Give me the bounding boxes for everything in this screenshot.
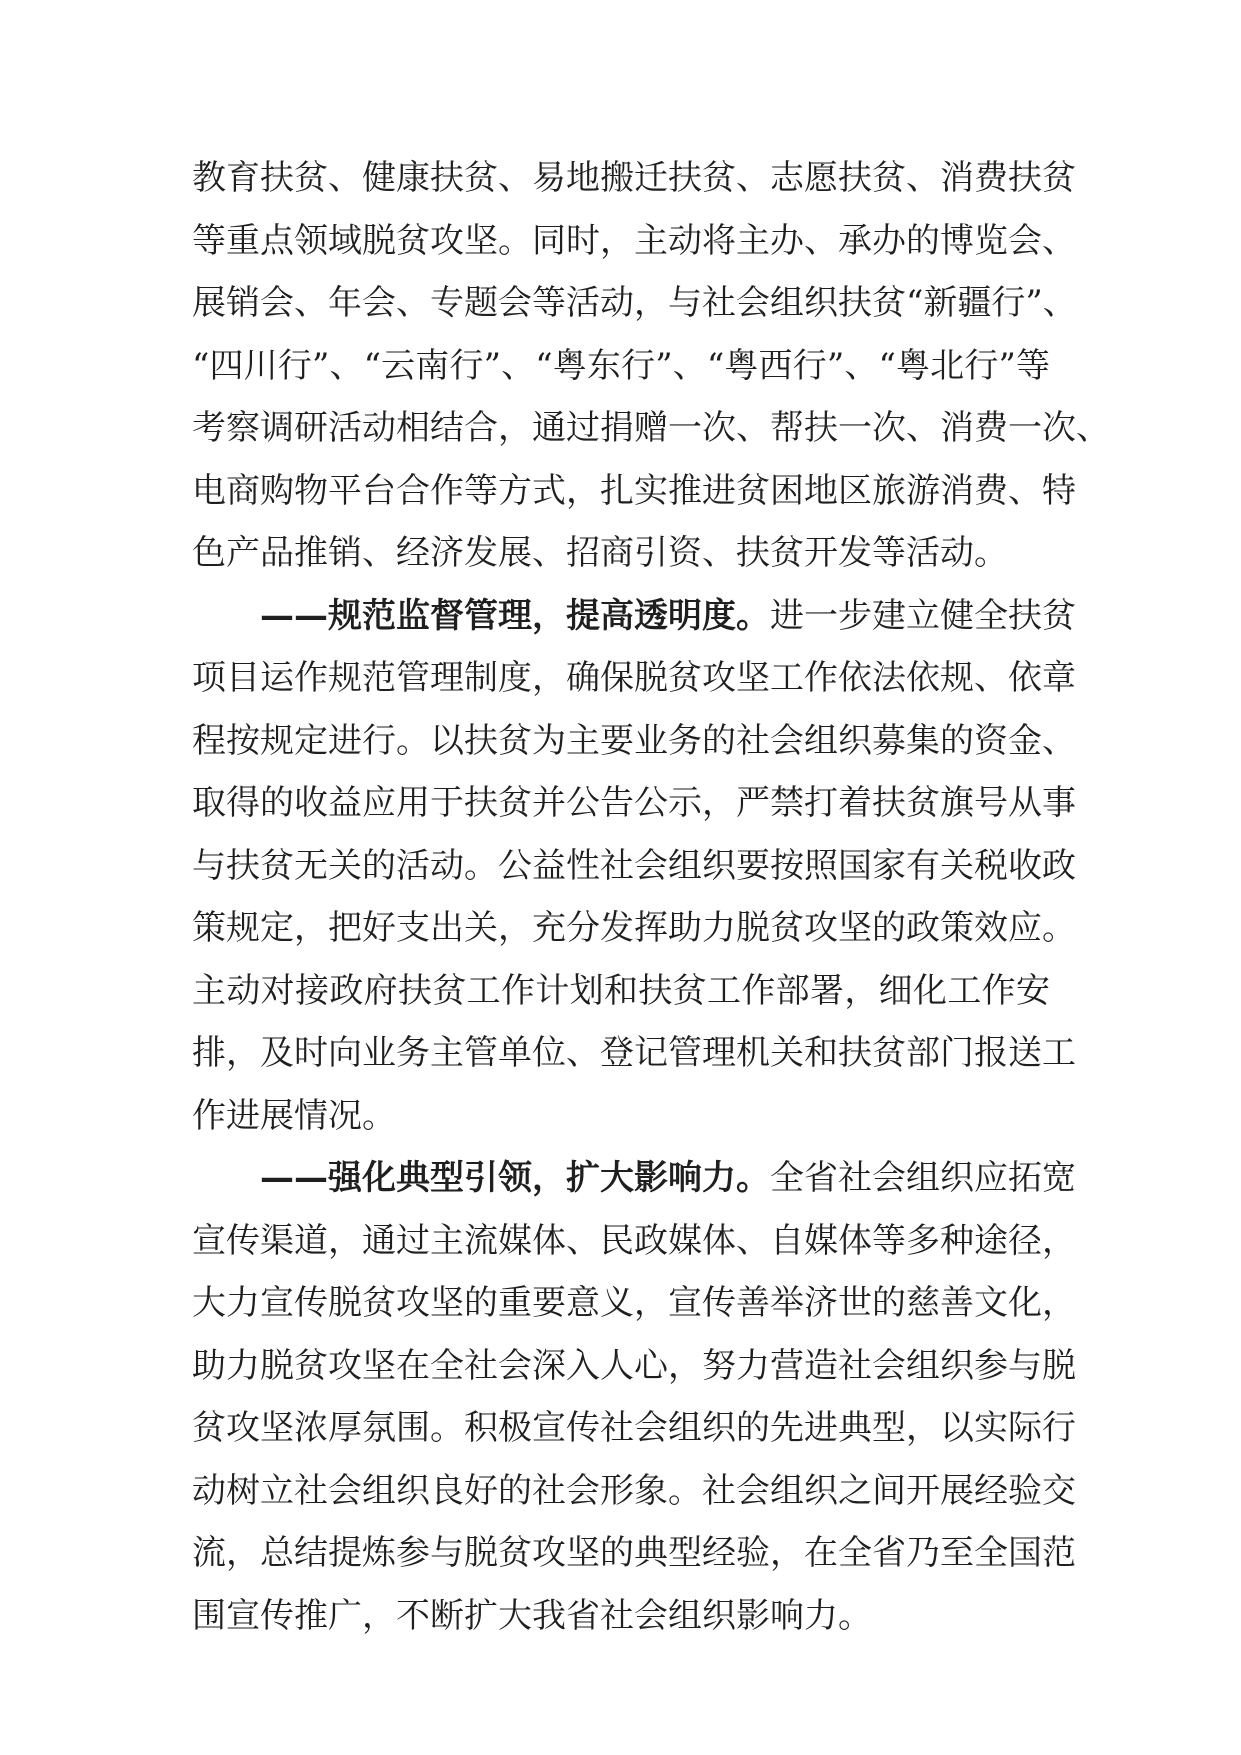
text-line: 大力宣传脱贫攻坚的重要意义，宣传善举济世的慈善文化， bbox=[192, 1283, 1076, 1323]
text-line: 取得的收益应用于扶贫并公告公示，严禁打着扶贫旗号从事 bbox=[192, 783, 1076, 823]
text-line: 程按规定进行。以扶贫为主要业务的社会组织募集的资金、 bbox=[192, 720, 1076, 761]
text-line: 围宣传推广，不断扩大我省社会组织影响力。 bbox=[192, 1595, 872, 1636]
text-line: 排，及时向业务主管单位、登记管理机关和扶贫部门报送工 bbox=[192, 1033, 1076, 1073]
section-heading: ——规范监督管理，提高透明度。 bbox=[260, 595, 770, 636]
text-line: 项目运作规范管理制度，确保脱贫攻坚工作依法依规、依章 bbox=[192, 658, 1076, 698]
paragraph-first-line bbox=[192, 1147, 1076, 1210]
paragraph-first-line bbox=[192, 585, 1076, 648]
text-line: 色产品推销、经济发展、招商引资、扶贫开发等活动。 bbox=[192, 533, 1008, 573]
text-line: 流，总结提炼参与脱贫攻坚的典型经验，在全省乃至全国范 bbox=[192, 1533, 1076, 1573]
section-heading: ——强化典型引领，扩大影响力。 bbox=[260, 1158, 770, 1198]
paragraph-3 bbox=[192, 1147, 1076, 1647]
text-line: 展销会、年会、专题会等活动，与社会组织扶贫“新疆行”、 bbox=[192, 283, 1077, 323]
text-line: 策规定，把好支出关，充分发挥助力脱贫攻坚的政策效应。 bbox=[192, 908, 1076, 948]
text-run: 进一步建立健全扶贫 bbox=[770, 595, 1076, 636]
text-line: 与扶贫无关的活动。公益性社会组织要按照国家有关税收政 bbox=[192, 845, 1076, 886]
text-line: 动树立社会组织良好的社会形象。社会组织之间开展经验交 bbox=[192, 1470, 1076, 1511]
text-line: 助力脱贫攻坚在全社会深入人心，努力营造社会组织参与脱 bbox=[192, 1345, 1076, 1386]
paragraph-1 bbox=[192, 147, 1110, 585]
text-line: 宣传渠道，通过主流媒体、民政媒体、自媒体等多种途径， bbox=[192, 1220, 1076, 1261]
text-line: 等重点领域脱贫攻坚。同时，主动将主办、承办的博览会、 bbox=[192, 220, 1076, 261]
text-line: 主动对接政府扶贫工作计划和扶贫工作部署，细化工作安 bbox=[192, 970, 1050, 1011]
text-line: 考察调研活动相结合，通过捐赠一次、帮扶一次、消费一次、 bbox=[192, 408, 1110, 448]
text-line: 贫攻坚浓厚氛围。积极宣传社会组织的先进典型，以实际行 bbox=[192, 1408, 1076, 1448]
text-line: 电商购物平台合作等方式，扎实推进贫困地区旅游消费、特 bbox=[192, 470, 1076, 511]
paragraph-2 bbox=[192, 585, 1076, 1148]
text-line: 教育扶贫、健康扶贫、易地搬迁扶贫、志愿扶贫、消费扶贫 bbox=[192, 158, 1076, 198]
text-line: 作进展情况。 bbox=[192, 1095, 396, 1136]
text-run: 全省社会组织应拓宽 bbox=[770, 1158, 1076, 1198]
document-body bbox=[192, 147, 1110, 1647]
text-line: “四川行”、“云南行”、“粤东行”、“粤西行”、“粤北行”等 bbox=[192, 345, 1050, 386]
